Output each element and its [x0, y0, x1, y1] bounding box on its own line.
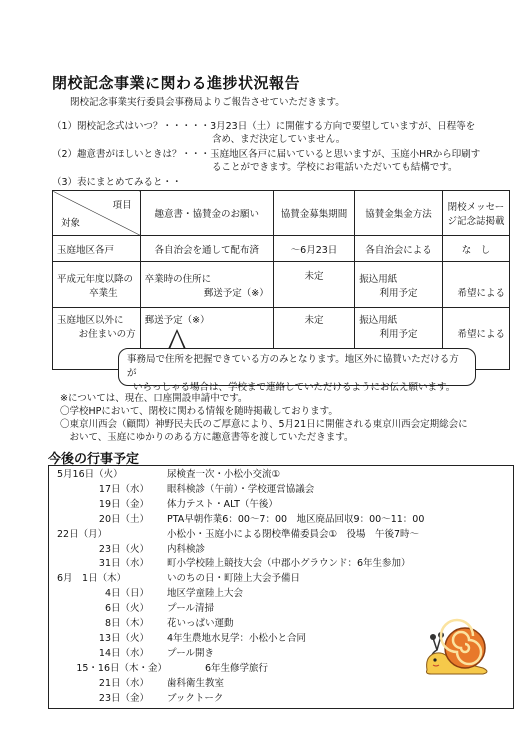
- row-target-line: 平成元年度以降の: [57, 273, 134, 285]
- page-title: 閉校記念事業に関わる進捗状況報告: [52, 74, 301, 92]
- note-line: ※については、現在、口座開設申請中です。: [60, 393, 248, 404]
- row-target-line: 玉庭地区以外に: [57, 315, 124, 326]
- cell-line: 利用予定: [379, 329, 418, 340]
- schedule-date: 21日（水）: [98, 677, 149, 689]
- schedule-event: 小松小・玉庭小による閉校準備委員会① 役場 午後7時～: [167, 528, 420, 540]
- row-target-line: お住まいの方: [78, 329, 136, 340]
- schedule-date: 20日（土）: [98, 513, 149, 525]
- row-target: 玉庭地区各戸: [53, 236, 141, 262]
- schedule-date: 23日（金）: [98, 692, 149, 704]
- row-target: [53, 262, 141, 308]
- header-target-label: 対象: [61, 218, 81, 229]
- schedule-date: 23日（火）: [98, 543, 149, 555]
- table-cell: 各自治会による: [355, 236, 443, 262]
- schedule-event: 尿検査一次・小松小交流①: [167, 469, 281, 480]
- item-1-cont: 含め、まだ決定していません。: [212, 134, 346, 145]
- item-number: （2）: [52, 149, 78, 160]
- cell-line: 卒業時の住所に: [144, 273, 212, 285]
- schedule-event: PTA早朝作業6：00～7：00 地区廃品回収9：00～11：00: [167, 513, 425, 525]
- schedule-event: プール清掃: [167, 603, 215, 615]
- column-header: 協賛金募集期間: [273, 191, 354, 236]
- schedule-date: 6日（火）: [104, 603, 149, 615]
- schedule-date: 31日（水）: [98, 558, 149, 570]
- item-answer: 3月23日（土）に開催する方向で要望していますが、日程等を: [210, 121, 476, 132]
- row-target-line: 卒業生: [89, 287, 118, 299]
- schedule-event: 歯科衛生教室: [167, 677, 225, 689]
- schedule-date: 15・16日（木・金）: [76, 662, 167, 674]
- item-3: [52, 176, 182, 189]
- schedule-event: 6年生修学旅行: [205, 662, 269, 674]
- schedule-box: [48, 465, 514, 709]
- callout-tail-inner: [170, 332, 184, 349]
- header-item-label: 項目: [112, 200, 132, 211]
- column-header: 協賛金集金方法: [355, 191, 443, 236]
- callout-note: [118, 348, 476, 393]
- cell-line: 利用予定: [379, 287, 418, 299]
- schedule-event: いのちの日・町陸上大会予備日: [167, 573, 301, 585]
- cell-line: 郵送予定（※）: [144, 315, 210, 326]
- cell-line: 郵送予定（※）: [203, 287, 269, 299]
- table-cell: な し: [442, 236, 509, 262]
- table-cell: 未定: [273, 308, 354, 370]
- cell-line: 振込用紙: [359, 315, 398, 326]
- schedule-date: 19日（金）: [98, 498, 149, 510]
- callout-line: 事務局で住所を把握できている方のみとなります。地区外に協賛いただける方が: [127, 354, 459, 379]
- schedule-event: ブックトーク: [167, 692, 224, 704]
- table-header-row: [53, 191, 510, 236]
- schedule-date: 22日（月）: [57, 528, 108, 540]
- schedule-title: 今後の行事予定: [48, 452, 140, 467]
- schedule-event: 眼科検診（午前）・学校運営協議会: [167, 483, 315, 495]
- item-number: （1）: [52, 121, 78, 132]
- table-cell: 希望による: [442, 262, 509, 308]
- item-2: [52, 148, 480, 161]
- item-2-cont: ることができます。学校にお電話いただいても結構です。: [212, 162, 458, 173]
- item-question: 表にまとめてみると・・: [77, 177, 182, 188]
- notes: [60, 392, 468, 444]
- schedule-date: 14日（水）: [98, 647, 149, 659]
- snail-illustration: [421, 614, 499, 680]
- table-cell: 未定: [273, 262, 354, 308]
- schedule-event: 町小学校陸上競技大会（中郡小グラウンド：6年生参加）: [167, 558, 411, 570]
- schedule-date: 6月 1日（木）: [57, 573, 127, 585]
- summary-table: [52, 190, 510, 370]
- table-cell: 各自治会を通して配布済: [140, 236, 273, 262]
- schedule-event: 内科検診: [167, 543, 206, 555]
- table-row: [53, 236, 510, 262]
- callout-line: いらっしゃる場合は、学校まで連絡していただけるようにお伝え願います。: [133, 382, 456, 393]
- note-line: 〇東京川西会（顧問）神野民夫氏のご厚意により、5月21日に開催される東京川西会定期総会に: [60, 419, 468, 430]
- schedule-event: 花いっぱい運動: [167, 618, 234, 629]
- schedule-event: 体力テスト・ALT（午後）: [167, 498, 278, 510]
- schedule-date: 17日（水）: [98, 483, 149, 495]
- item-question: 趣意書がほしいときは？・・・: [77, 149, 211, 160]
- column-header: 趣意書・協賛金のお願い: [140, 191, 273, 236]
- table-cell: ～6月23日: [273, 236, 354, 262]
- table-row: [53, 262, 510, 308]
- item-number: （3）: [52, 177, 78, 188]
- table-cell: [140, 262, 273, 308]
- schedule-event: 4年生農地水見学：小松小と合同: [167, 632, 307, 644]
- note-line: 〇学校HPにおいて、閉校に関わる情報を随時掲載しております。: [60, 406, 338, 417]
- column-header: 閉校メッセージ記念誌掲載: [442, 191, 509, 236]
- schedule-date: 8日（木）: [104, 618, 149, 629]
- table-cell: 希望による: [442, 308, 509, 370]
- schedule-date: 5月16日（火）: [57, 469, 123, 480]
- schedule-date: 13日（火）: [98, 632, 149, 644]
- page-subtitle: 閉校記念事業実行委員会事務局よりご報告させていただきます。: [70, 97, 345, 108]
- note-line: おいて、玉庭にゆかりのある方に趣意書等を渡していただきます。: [60, 432, 354, 443]
- item-answer: 玉庭地区各戸に届いていると思いますが、玉庭小HRから印刷す: [210, 149, 481, 160]
- item-question: 閉校記念式はいつ？・・・・・: [77, 121, 211, 132]
- schedule-event: プール開き: [167, 647, 215, 659]
- cell-line: 振込用紙: [359, 273, 398, 285]
- item-1: [52, 120, 475, 133]
- schedule-event: 地区学童陸上大会: [167, 588, 244, 600]
- schedule-date: 4日（日）: [104, 588, 149, 600]
- table-corner-cell: [53, 191, 141, 236]
- table-cell: [355, 262, 443, 308]
